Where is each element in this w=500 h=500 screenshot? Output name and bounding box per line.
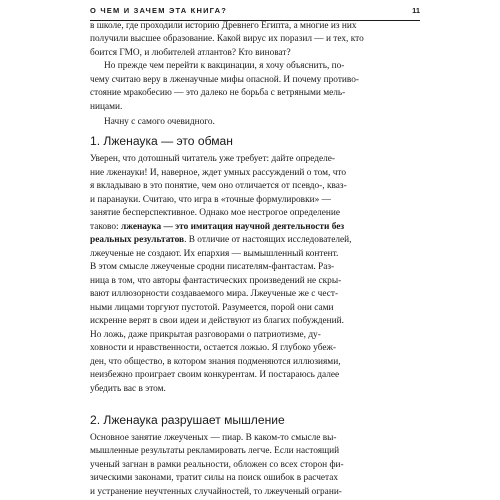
bold-definition: лженаука — это имитация научной деятельности без [121, 221, 345, 232]
text-line: ден, что общество, в котором знания подменяются иллюзиями, [90, 356, 341, 367]
text-line: занятие бесперспективное. Однако мое нестрогое определение [90, 208, 341, 219]
text-line: Но прежде чем перейти к вакцинации, я хочу объяснить, по- [104, 61, 345, 72]
text-line: лжеученые не создают. Их епархия — вымышленный контент. [90, 248, 339, 259]
text-line: Основное занятие лжеученых — пиар. В каком-то смысле вы- [90, 432, 337, 443]
text-line: чему считаю веру в лженаучные мифы опасной. И почему противо- [90, 74, 360, 85]
text-line: неизбежно проиграет своим конкурентам. И постараюсь далее [90, 370, 340, 381]
text-line [90, 221, 420, 234]
text-line: вают иллюзорности создаваемого мира. Лжеученые же с чест- [90, 289, 339, 300]
text-line: стояние мракобесию — это далеко не борьба с ветряными мель- [90, 88, 346, 99]
text-line: В этом смысле лжеученые сродни писателям-фантастам. Раз- [90, 262, 335, 273]
text-line: мышленные результаты рекламировать легче. Если настоящий [90, 446, 340, 457]
text-span: . В отличие от настоящих исследователей, [184, 235, 352, 246]
text-line: Но ложь, даже прикрытая разговорами о патриотизме, ду- [90, 329, 321, 340]
bold-definition: реальных результатов [90, 235, 185, 246]
text-line: ученый загнан в рамки реальности, обложен со всех сторон фи- [90, 459, 344, 470]
text-line: получили высшее образование. Какой вирус их поразил — и тех, кто [90, 34, 364, 45]
text-line [90, 234, 420, 247]
text-line: ницами. [90, 101, 123, 112]
text-line: Уверен, что дотошный читатель уже требует: дайте определе- [90, 154, 335, 165]
running-header-title: О ЧЕМ И ЗАЧЕМ ЭТА КНИГА? [90, 6, 228, 15]
text-line: ница в том, что авторы фантастических произведений не скры- [90, 275, 342, 286]
text-line: в школе, где проходили историю Древнего Египта, а многие из них [90, 20, 357, 31]
section-heading-2: 2. Лженаука разрушает мышление [90, 412, 285, 427]
text-line: и устранение неучтенных случайностей, то лжеученый ограни- [90, 486, 342, 497]
text-line: ние лженауки! И, наверное, ждет умных рассуждений о том, что [90, 167, 347, 178]
page-number: 11 [412, 6, 420, 15]
text-line: ховности и нравственности, остается ложью. Я глубоко убеж- [90, 343, 337, 354]
text-line: ными лицами торгуют пустотой. Разумеется, порой они сами [90, 302, 334, 313]
text-span: таково: [90, 221, 119, 232]
text-line: и паранауки. Считаю, что игра в «точные формулировки» — [90, 194, 331, 205]
text-line: искренне верят в свои идеи и действуют из благих побуждений. [90, 316, 344, 327]
text-line: я вкладываю в это понятие, чем оно отличается от псевдо-, кваз- [90, 181, 347, 192]
text-line: зическими законами, тратит силы на поиск ошибок в расчетах [90, 473, 339, 484]
text-line: боится ГМО, и любителей атлантов? Кто виноват? [90, 47, 291, 58]
text-line: убедить вас в этом. [90, 383, 166, 394]
running-header [90, 6, 420, 21]
section-heading-1: 1. Лженаука — это обман [90, 134, 233, 149]
text-line: Начну с самого очевидного. [104, 116, 215, 127]
